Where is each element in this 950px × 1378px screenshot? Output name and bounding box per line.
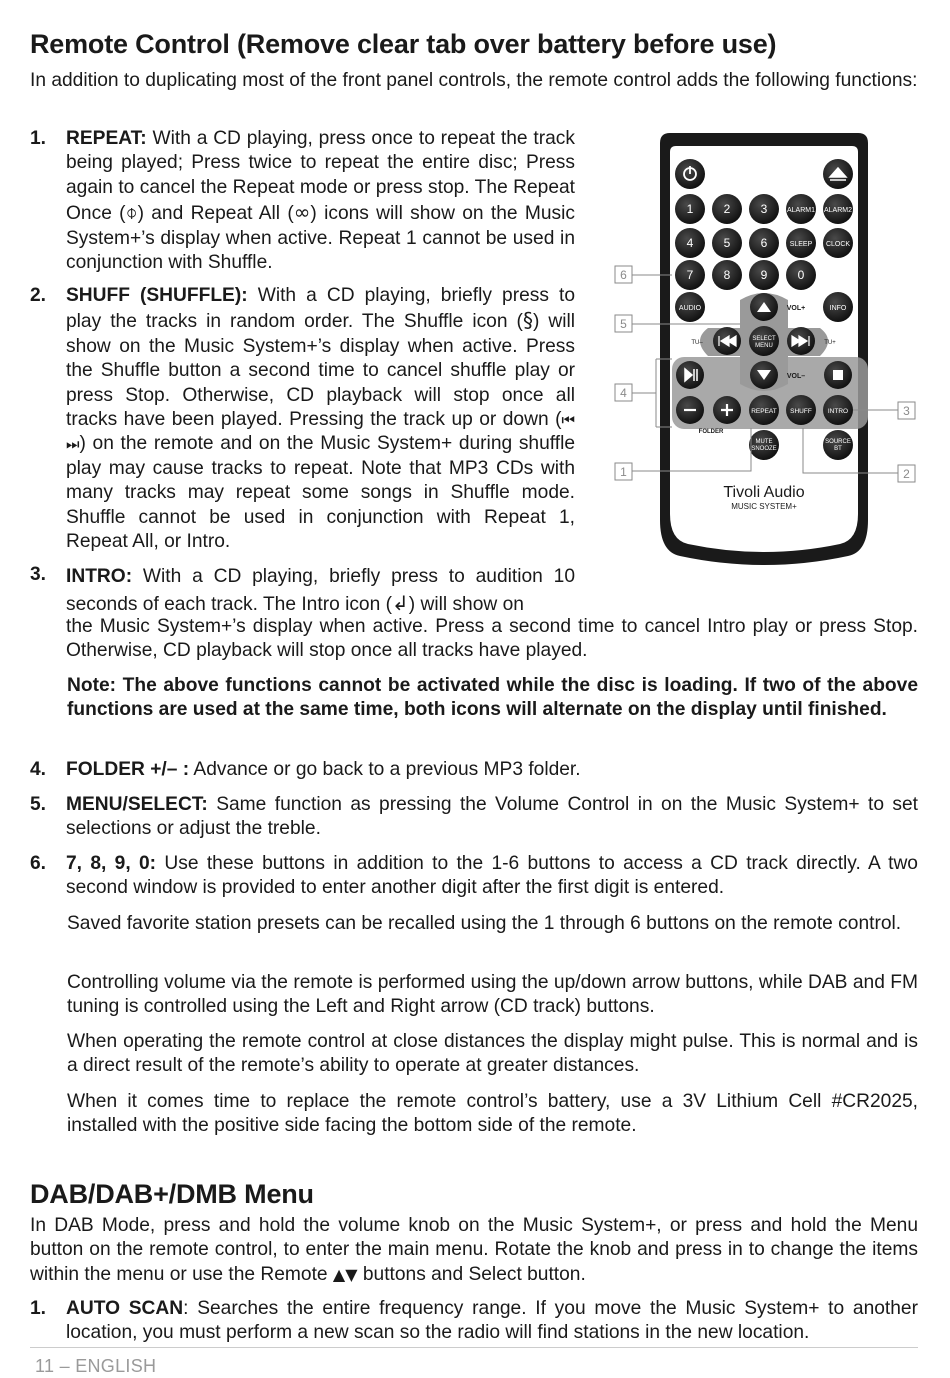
digit-label: 6 — [760, 236, 768, 250]
item-text: Advance or go back to a previous MP3 folder. — [193, 759, 581, 780]
item-label: FOLDER +/– : — [66, 759, 190, 780]
source-label: SOURCE — [825, 439, 851, 445]
callout-4: 4 — [620, 386, 627, 400]
digit-label: 0 — [797, 268, 805, 282]
callout-6: 6 — [620, 268, 627, 282]
item-text: With a CD playing, press once to repeat the track being played; Press twice to repeat the entire disc; Press again to cancel the Repeat mode or press stop. The Repeat Once ( — [66, 128, 575, 225]
digit-label: 2 — [723, 202, 731, 216]
menu-label: MENU — [755, 343, 773, 349]
remote-control-illustration — [608, 125, 920, 580]
callout-1: 1 — [620, 465, 627, 479]
item-intro — [66, 563, 575, 618]
page-title: Remote Control (Remove clear tab over battery before use) — [30, 29, 777, 59]
item-label: SHUFF (SHUFFLE): — [66, 285, 248, 306]
dab-intro — [30, 1214, 918, 1287]
digit-label: 3 — [760, 202, 768, 216]
repeat-label: REPEAT — [751, 408, 777, 415]
sleep-label: SLEEP — [789, 241, 813, 248]
mute-label: MUTE — [755, 439, 773, 445]
item-text: Same function as pressing the Volume Control in on the Music System+ to set selections or adjust the treble. — [66, 794, 918, 840]
item-text: Use these buttons in addition to the 1-6 buttons to access a CD track directly. A two second window is provided to enter another digit after the first digit is entered. — [66, 853, 918, 899]
repeat-all-icon: ∞ — [293, 200, 311, 225]
snooze-label: SNOOZE — [751, 446, 777, 452]
item-label: AUTO SCAN — [66, 1298, 184, 1319]
track-skip-icons: ⏮ ⏭ — [66, 411, 575, 454]
shuffle-icon: § — [522, 308, 533, 333]
item-text: With a CD playing, briefly press to play the tracks in random order. The Shuffle icon ( — [66, 285, 575, 333]
item-number: 2. — [30, 285, 47, 306]
alarm2-label: ALARM2 — [823, 207, 853, 214]
intro-icon: ↲ — [392, 591, 409, 615]
item-number: 6. — [30, 853, 47, 874]
intro-label: INTRO — [827, 408, 849, 415]
digit-label: 4 — [686, 236, 694, 250]
page-footer: 11 – ENGLISH — [35, 1356, 157, 1376]
digit-label: 1 — [686, 202, 694, 216]
item-text: ) and Repeat All ( — [137, 203, 294, 225]
item-intro-continued: the Music System+’s display when active. Press a second time to cancel Intro play or press Stop. Otherwise, CD playback will stop once all tracks have played. — [66, 616, 918, 662]
mute-snooze-button[interactable] — [749, 430, 779, 460]
model-name: MUSIC SYSTEM+ — [731, 502, 797, 511]
item-menu-select — [66, 793, 918, 842]
tu-plus-label: TU+ — [824, 340, 836, 346]
digit-label: 8 — [723, 268, 731, 282]
item-digits — [66, 852, 918, 901]
shuff-label: SHUFF — [790, 408, 812, 415]
item-label: REPEAT: — [66, 128, 147, 149]
paragraph-display-pulse: When operating the remote control at close distances the display might pulse. This is normal and is a direct result of the remote’s ability to operate at greater distances. — [67, 1031, 918, 1077]
item-text: With a CD playing, briefly press to audition 10 seconds of each track. The Intro icon ( — [66, 566, 575, 615]
item-label: INTRO: — [66, 566, 133, 587]
intro-paragraph: In addition to duplicating most of the front panel controls, the remote control adds the following functions: — [30, 70, 918, 91]
digit-label: 7 — [686, 268, 694, 282]
item-folder — [66, 758, 918, 782]
select-label: SELECT — [752, 336, 776, 342]
source-bt-button[interactable] — [823, 430, 853, 460]
paragraph-presets: Saved favorite station presets can be recalled using the 1 through 6 buttons on the remote control. — [67, 913, 902, 934]
paragraph-volume: Controlling volume via the remote is performed using the up/down arrow buttons, while DAB and FM tuning is controlled using the Left and Right arrow (CD track) buttons. — [67, 972, 918, 1018]
item-text: ) will show on — [408, 594, 524, 615]
paragraph-battery: When it comes time to replace the remote control’s battery, use a 3V Lithium Cell #CR2025, installed with the positive side facing the bottom side of the remote. — [67, 1091, 918, 1137]
folder-label: FOLDER — [698, 429, 724, 435]
item-number: 1. — [30, 128, 47, 149]
vol-up-label: VOL+ — [786, 305, 806, 312]
item-repeat — [66, 127, 575, 275]
dab-intro-text: In DAB Mode, press and hold the volume knob on the Music System+, or press and hold the Menu button on the remote control, to enter the main menu. Rotate the knob and press in to change the items within the menu or use the Remote — [30, 1215, 918, 1285]
vol-down-label: VOL– — [786, 373, 806, 380]
item-number: 3. — [30, 564, 47, 585]
note-paragraph: Note: The above functions cannot be activated while the disc is loading. If two of the above functions are used at the same time, both icons will alternate on the display until finished. — [67, 675, 918, 721]
item-text: ) will show on the Music System+’s display when active. Press the Shuffle button a second time to cancel shuffle play or press Stop. Otherwise, CD playback will stop once all tracks have been played. Pressing the track up or down ( — [66, 311, 575, 431]
tu-minus-label: TU– — [691, 340, 703, 346]
item-shuffle — [66, 284, 575, 554]
bt-label: BT — [834, 446, 842, 452]
section-title: DAB/DAB+/DMB Menu — [30, 1179, 314, 1209]
item-number: 4. — [30, 759, 47, 780]
up-down-arrow-icons: ▲▼ — [332, 1264, 358, 1284]
info-label: INFO — [829, 305, 847, 312]
dab-intro-text: buttons and Select button. — [357, 1263, 586, 1285]
audio-label: AUDIO — [678, 305, 702, 312]
footer-divider — [30, 1347, 918, 1348]
brand-name: Tivoli Audio — [723, 484, 805, 501]
item-text: ) on the remote and on the Music System+ during shuffle play may cause tracks to repeat. Note that MP3 CDs with many tracks may repeat some songs in Shuffle mode. Shuffle cannot be used in conjunction with Repeat 1, Repeat All, or Intro. — [66, 433, 575, 553]
callout-2: 2 — [903, 467, 910, 481]
clock-label: CLOCK — [825, 241, 851, 248]
stop-icon — [833, 370, 843, 380]
item-number: 5. — [30, 794, 47, 815]
item-label: MENU/SELECT: — [66, 794, 208, 815]
alarm1-label: ALARM1 — [786, 207, 816, 214]
repeat-once-icon: ⌽ — [125, 200, 138, 225]
item-label: 7, 8, 9, 0: — [66, 853, 157, 874]
callout-3: 3 — [903, 404, 910, 418]
digit-label: 5 — [723, 236, 731, 250]
callout-5: 5 — [620, 317, 627, 331]
digit-label: 9 — [760, 268, 768, 282]
item-text: : Searches the entire frequency range. If you move the Music System+ to another location, you must perform a new scan so the radio will find stations in the new location. — [66, 1298, 918, 1344]
item-number: 1. — [30, 1298, 47, 1319]
item-text: ) icons will show on the Music System+’s display when active. Repeat 1 cannot be used in conjunction with Shuffle. — [66, 203, 575, 274]
item-auto-scan — [66, 1297, 918, 1346]
